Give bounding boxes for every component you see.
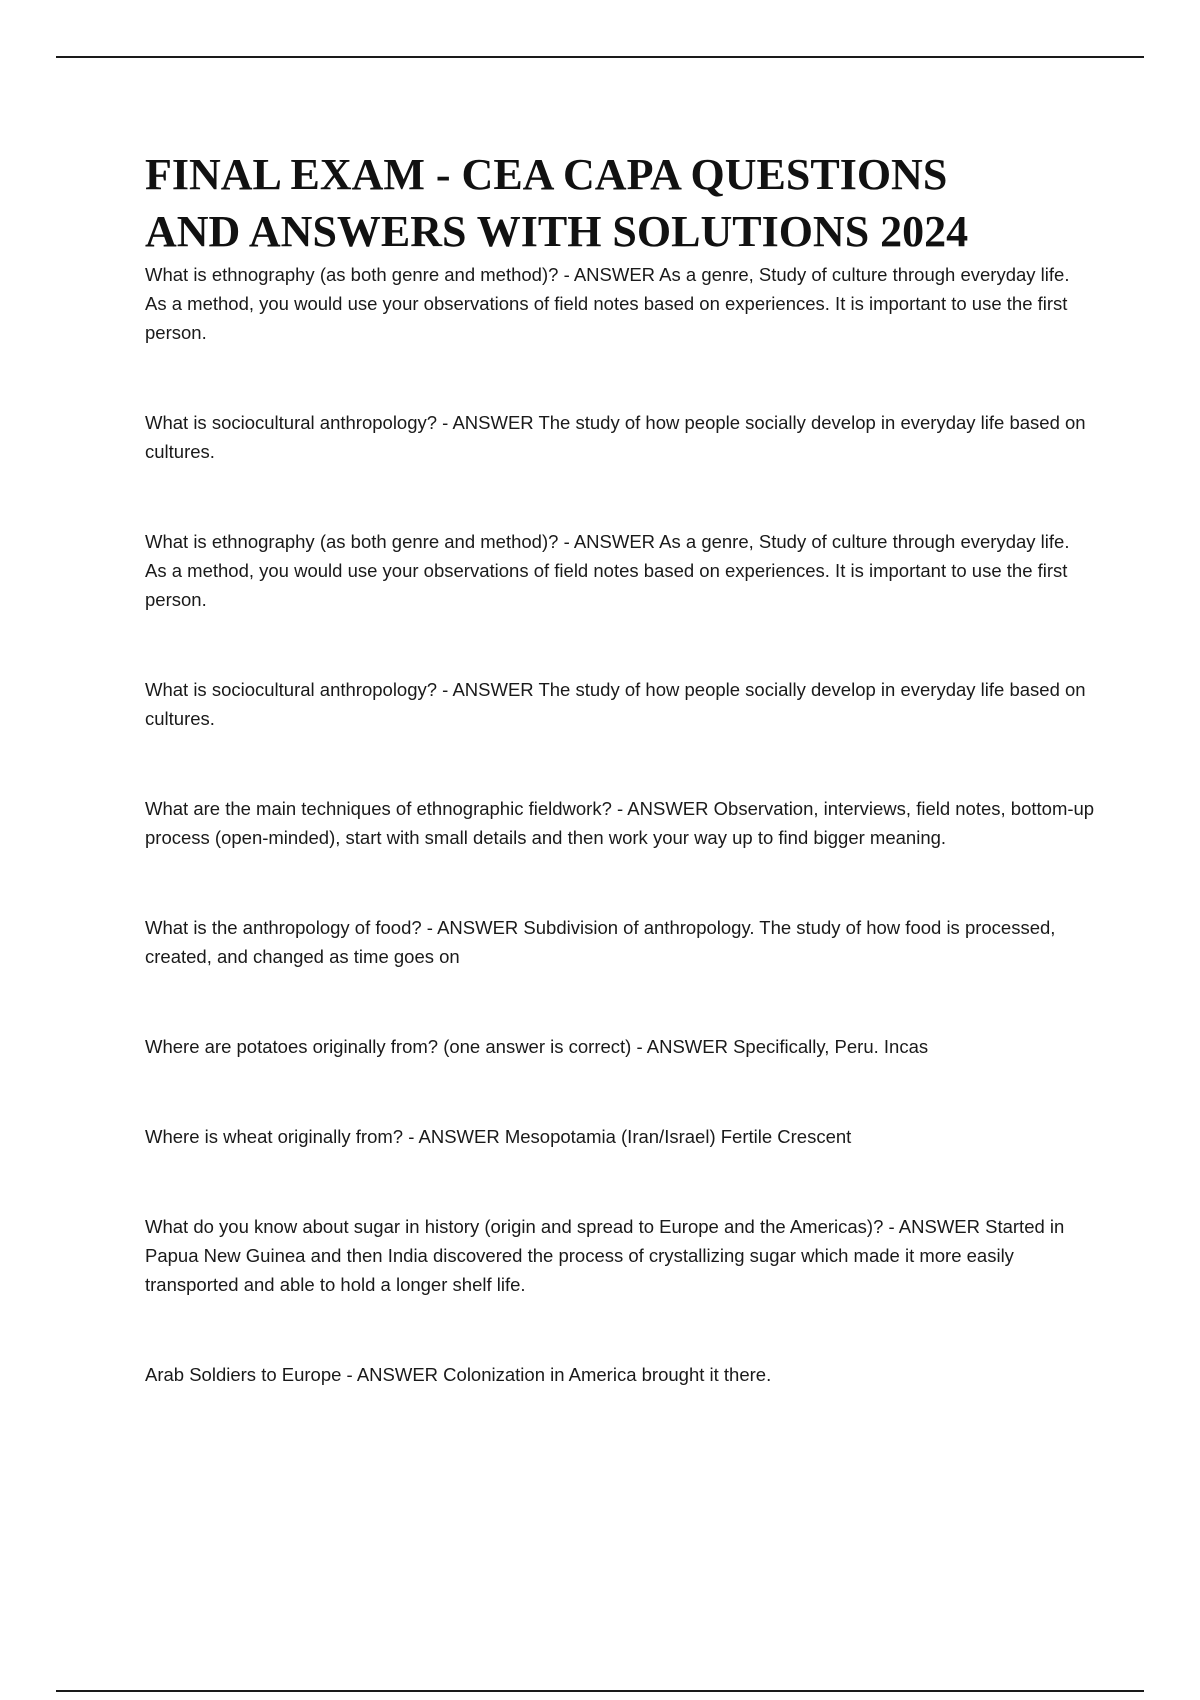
top-rule: [56, 56, 1144, 58]
qa-entry-9: What do you know about sugar in history (origin and spread to Europe and the Americas)? - ANSWER Started in Papua New Guinea and then India discovered the process of crystallizing sugar which made it more easily transported and able to hold a longer shelf life.: [145, 1216, 1065, 1295]
document-body: [145, 146, 1095, 1389]
qa-entry-6: What is the anthropology of food? - ANSWER Subdivision of anthropology. The study of how food is processed, created, and changed as time goes on: [145, 917, 1056, 967]
qa-entry-1: What is ethnography (as both genre and method)? - ANSWER As a genre, Study of culture through everyday life. As a method, you would use your observations of field notes based on experiences. It is important to use the first person.: [145, 264, 1070, 343]
qa-entry-4: What is sociocultural anthropology? - ANSWER The study of how people socially develop in everyday life based on cultures.: [145, 679, 1086, 729]
qa-entry-10: Arab Soldiers to Europe - ANSWER Colonization in America brought it there.: [145, 1364, 772, 1385]
title-line-1: FINAL EXAM - CEA CAPA QUESTIONS: [145, 150, 948, 199]
bottom-rule: [56, 1690, 1144, 1692]
qa-entry-7: Where are potatoes originally from? (one answer is correct) - ANSWER Specifically, Peru. Incas: [145, 1036, 929, 1057]
qa-entry-5: What are the main techniques of ethnographic fieldwork? - ANSWER Observation, interviews, field notes, bottom-up process (open-minded), start with small details and then work your way up to find bigger meaning.: [145, 798, 1095, 848]
qa-entry-2: What is sociocultural anthropology? - ANSWER The study of how people socially develop in everyday life based on cultures.: [145, 412, 1086, 462]
qa-entry-3: What is ethnography (as both genre and method)? - ANSWER As a genre, Study of culture through everyday life. As a method, you would use your observations of field notes based on experiences. It is important to use the first person.: [145, 531, 1070, 610]
qa-entry-8: Where is wheat originally from? - ANSWER Mesopotamia (Iran/Israel) Fertile Crescent: [145, 1126, 852, 1147]
document-title: [145, 146, 1095, 260]
title-line-2: AND ANSWERS WITH SOLUTIONS 2024: [145, 207, 969, 256]
